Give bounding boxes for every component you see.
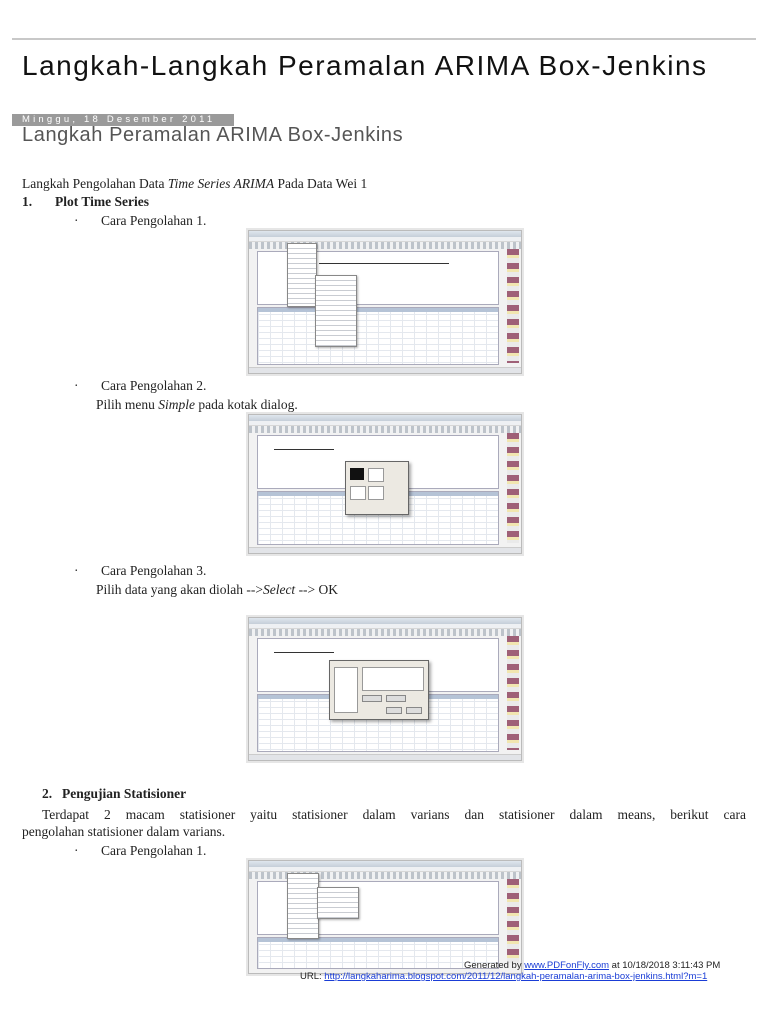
series-field: [362, 667, 424, 691]
section2-heading: Pengujian Statisioner: [62, 786, 187, 801]
plot-type-dialog: [345, 461, 409, 515]
cancel-button: [406, 707, 422, 714]
section2-number: 2.: [42, 786, 53, 801]
section1-heading: Plot Time Series: [55, 194, 149, 209]
step-label: Cara Pengolahan 1.: [101, 213, 207, 228]
step-description: [96, 397, 298, 413]
series-select-dialog: [329, 660, 429, 720]
step-label: Cara Pengolahan 2.: [101, 378, 207, 393]
source-url-link[interactable]: http://langkaharima.blogspot.com/2011/12/langkah-peramalan-arima-box-jenkins.html?m=1: [324, 971, 708, 982]
screenshot-stationary-menu: [248, 860, 525, 974]
screenshot-simple-dialog: [248, 414, 522, 554]
section2-paragraph-line2: pengolahan statisioner dalam varians.: [22, 824, 226, 839]
screenshot-select-dialog: [248, 617, 522, 761]
variable-list: [334, 667, 358, 713]
intro-line: [22, 176, 367, 192]
pdfonfly-link[interactable]: www.PDFonFly.com: [524, 960, 610, 971]
window-toolbar: [249, 426, 521, 433]
step-label: Cara Pengolahan 1.: [101, 843, 207, 858]
desc-italic: Simple: [158, 397, 196, 412]
session-rule: [274, 449, 334, 450]
ok-button: [386, 707, 402, 714]
session-rule: [319, 263, 449, 264]
source-url-note: [300, 971, 707, 982]
post-date: Minggu, 18 Desember 2011: [12, 114, 234, 126]
window-statusbar: [249, 367, 521, 373]
screenshot-plot-menu: [248, 230, 522, 374]
post-title[interactable]: Langkah Peramalan ARIMA Box-Jenkins: [22, 124, 404, 146]
blog-title[interactable]: Langkah-Langkah Peramalan ARIMA Box-Jenkins: [22, 50, 708, 81]
session-rule: [274, 652, 334, 653]
step-bullet: ·: [74, 378, 79, 393]
stat-menu-dropdown: [287, 873, 319, 939]
desc-prefix: Pilih data yang akan diolah -->: [96, 582, 263, 597]
window-toolbar: [249, 629, 521, 636]
section2-paragraph-line1: Terdapat 2 macam statisioner yaitu statisioner dalam varians dan statisioner dalam means, berikut cara: [42, 807, 746, 822]
step-bullet: ·: [74, 213, 79, 228]
generated-by-note: [464, 960, 720, 971]
worksheet-grid: [257, 307, 499, 365]
desc-prefix: Pilih menu: [96, 397, 159, 412]
step-bullet: ·: [74, 563, 79, 578]
header-divider: [12, 38, 756, 40]
desc-italic: Select: [262, 582, 296, 597]
time-series-submenu: [315, 275, 357, 347]
desc-suffix: --> OK: [295, 582, 339, 597]
intro-prefix: Langkah Pengolahan Data: [22, 176, 168, 191]
generated-suffix: at 10/18/2018 3:11:43 PM: [609, 960, 721, 971]
intro-italic: Time Series ARIMA: [167, 176, 275, 191]
window-statusbar: [249, 754, 521, 760]
side-toolbar: [507, 879, 519, 963]
dialog-button: [386, 695, 406, 702]
groups-plot-icon: [350, 486, 366, 500]
window-statusbar: [249, 547, 521, 553]
worksheet-titlebar: [258, 308, 498, 312]
stacked-plot-icon: [368, 486, 384, 500]
graph-menu-dropdown: [287, 243, 317, 307]
multiple-plot-icon: [368, 468, 384, 482]
step-bullet: ·: [74, 843, 79, 858]
side-toolbar: [507, 249, 519, 363]
side-toolbar: [507, 636, 519, 750]
dialog-button: [362, 695, 382, 702]
control-charts-submenu: [317, 887, 359, 919]
desc-suffix: pada kotak dialog.: [195, 397, 298, 412]
worksheet-grid: [257, 937, 499, 969]
step-label: Cara Pengolahan 3.: [101, 563, 207, 578]
section1-number: 1.: [22, 194, 33, 209]
side-toolbar: [507, 433, 519, 543]
intro-suffix: Pada Data Wei 1: [274, 176, 368, 191]
step-description: [96, 582, 338, 598]
simple-plot-icon: [350, 468, 364, 480]
generated-prefix: Generated by: [464, 960, 525, 971]
url-label: URL:: [300, 971, 325, 982]
